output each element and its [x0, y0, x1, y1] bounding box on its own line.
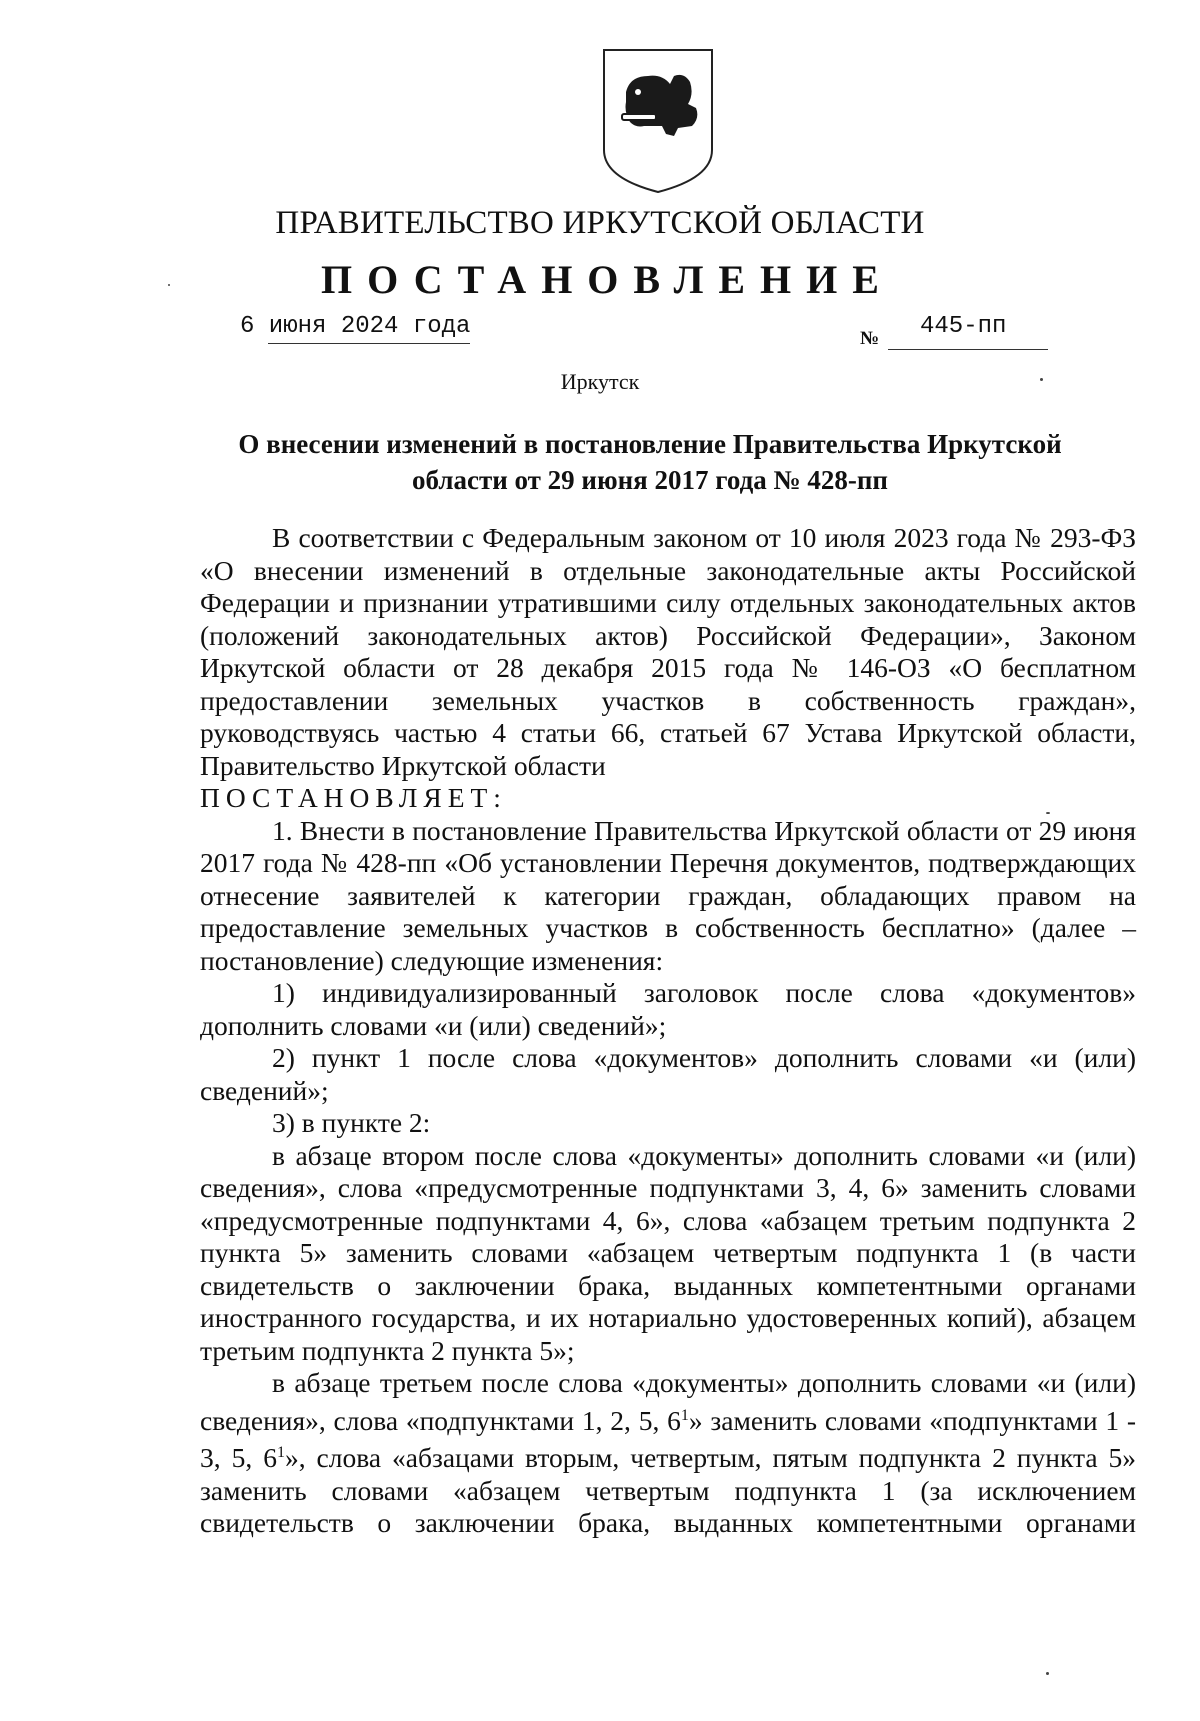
paragraph-second-abzac: в абзаце втором после слова «документы» дополнить словами «и (или) сведения», слова «предусмотренные подпунктами 3, 4, 6» заменить словами «предусмотренные подпунктами 4, 6», слова «абзацем третьим подпункта 2 пункта 5» заменить словами «абзацем четвертым подпункта 1 (в части свидетельств о заключении брака, выданных компетентными органами иностранного государства, и их нотариально удостоверенных копий), абзацем третьим подпункта 2 пункта 5»; — [200, 1139, 1136, 1366]
decree-subject-title — [200, 426, 1100, 498]
scan-speck — [1046, 812, 1050, 814]
decree-date: 6 июня 2024 года — [240, 313, 471, 340]
preamble-paragraph: В соответствии с Федеральным законом от 10 июля 2023 года № 293-ФЗ «О внесении изменений в отдельные законодательные акты Российской Федерации и признании утратившими силу отдельных законодательных актов (положений законодательных актов) Российской Федерации», Законом Иркутской области от 28 декабря 2015 года № 146-ОЗ «О бесплатном предоставлении земельных участков в собственность граждан», руководствуясь частью 4 статьи 66, статьей 67 Устава Иркутской области, Правительство Иркутской области — [200, 522, 1136, 781]
number-underline — [888, 349, 1048, 350]
coat-of-arms-emblem — [600, 46, 716, 194]
babr-animal-icon — [622, 75, 697, 136]
number-sign: № — [860, 328, 880, 349]
subject-line-2: области от 29 июня 2017 года № 428-пп — [412, 465, 888, 495]
subitem-3-paragraph: 3) в пункте 2: — [272, 1107, 431, 1138]
para-b-text-1: в абзаце третьем после слова «документы» дополнить словами «и (или) сведения», слова «подпунктами 1, 2, 5, 6 — [200, 1367, 1136, 1436]
document-type-heading: ПОСТАНОВЛЕНИЕ — [321, 257, 894, 302]
decree-body — [200, 522, 1136, 1540]
subitem-1-paragraph: 1) индивидуализированный заголовок после слова «документов» дополнить словами «и (или) сведений»; — [200, 977, 1136, 1041]
para-b-superscript-2: 1 — [276, 1444, 285, 1462]
government-name: ПРАВИТЕЛЬСТВО ИРКУТСКОЙ ОБЛАСТИ — [275, 205, 925, 241]
para-b-text-3: », слова «абзацами вторым, четвертым, пятым подпункта 2 пункта 5» заменить словами «абзацем четвертым подпункта 1 (за исключением свидетельств о заключении брака, выданных компетентными органами — [200, 1442, 1136, 1539]
para-b-superscript-1: 1 — [680, 1406, 689, 1424]
scan-speck — [1046, 1672, 1049, 1675]
scan-speck — [1040, 378, 1043, 381]
city-name: Иркутск — [560, 369, 640, 394]
scan-speck — [168, 284, 170, 286]
subitem-2-paragraph: 2) пункт 1 после слова «документов» дополнить словами «и (или) сведений»; — [200, 1042, 1136, 1106]
date-underline — [268, 343, 470, 344]
paragraph-third-abzac — [200, 1367, 1136, 1540]
decree-number: 445-пп — [920, 313, 1007, 340]
para-b-text-2: » заменить словами «подпунктами 1 - 3, 5, 6 — [200, 1404, 1137, 1474]
resolves-heading: ПОСТАНОВЛЯЕТ: — [200, 782, 507, 813]
item-1-paragraph: 1. Внести в постановление Правительства Иркутской области от 29 июня 2017 года № 428-пп «Об установлении Перечня документов, подтверждающих отнесение заявителей к категории граждан, обладающих правом на предоставление земельных участков в собственность бесплатно» (далее – постановление) следующие изменения: — [200, 814, 1136, 976]
subject-line-1: О внесении изменений в постановление Правительства Иркутской — [238, 429, 1062, 459]
